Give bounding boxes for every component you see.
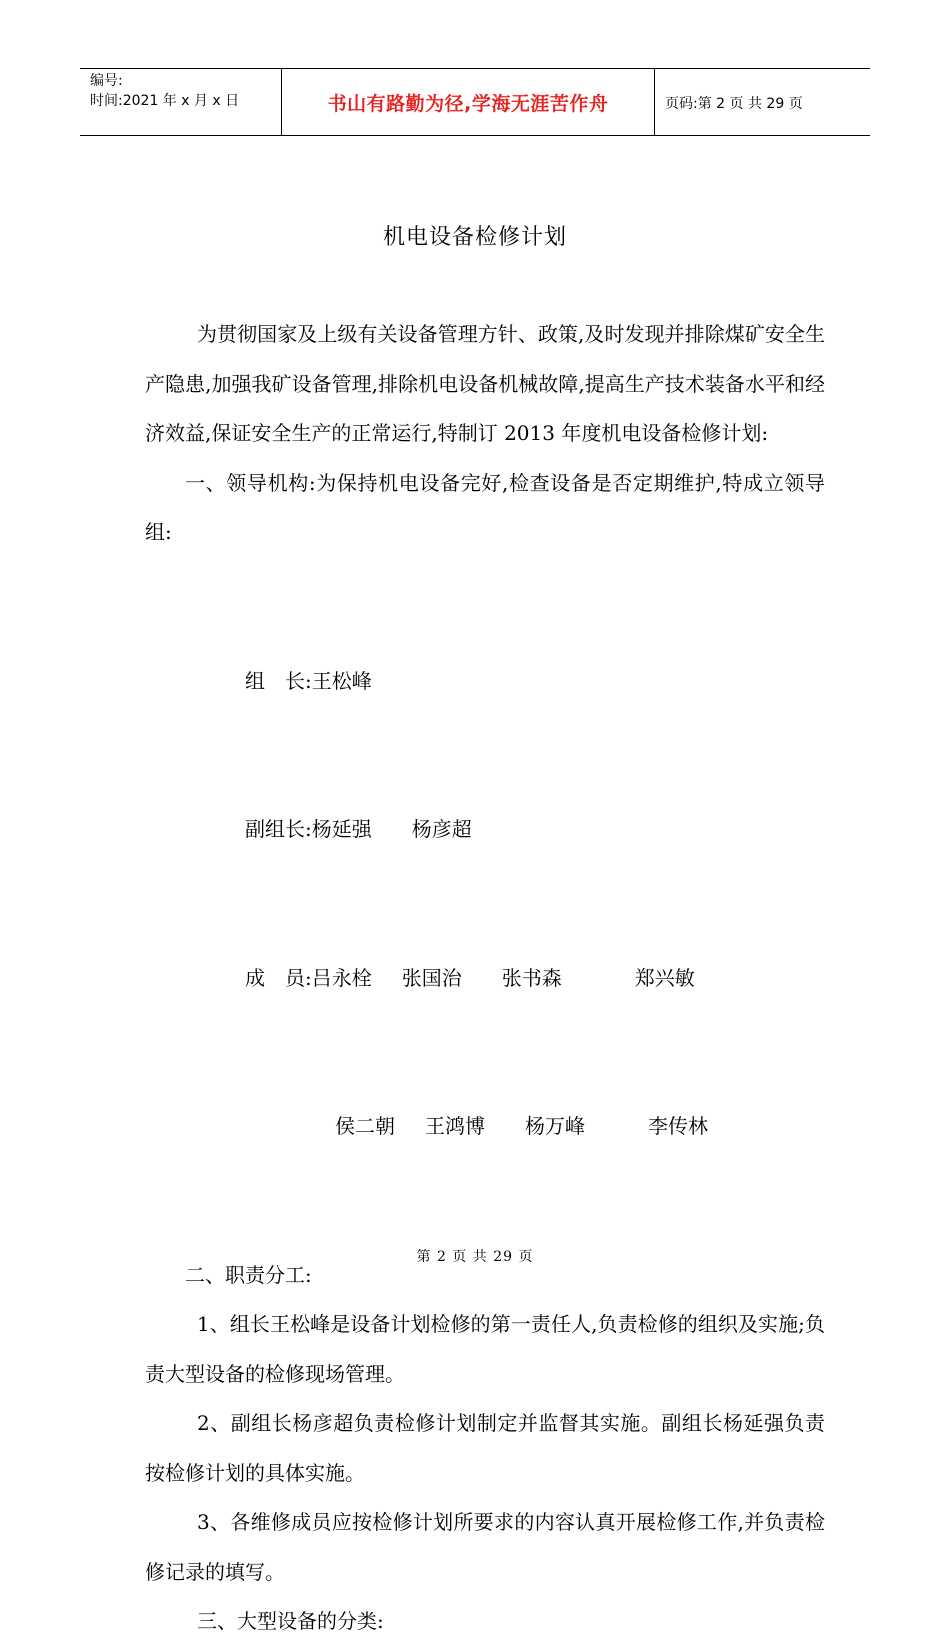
section-3-heading: 三、大型设备的分类: — [197, 1609, 384, 1633]
section-2-heading: 二、职责分工: — [185, 1262, 312, 1287]
leader-label: 组 长: — [245, 668, 312, 693]
members-row — [245, 954, 825, 1004]
deputy-name: 杨延强 — [311, 817, 372, 841]
number-label: 编号: — [90, 73, 123, 89]
member-name: 郑兴敏 — [634, 965, 695, 990]
member-name: 侯二朝 — [335, 1114, 395, 1138]
document-body — [145, 310, 825, 1647]
member-name: 李传林 — [648, 1114, 708, 1138]
page-footer: 第 2 页 共 29 页 — [416, 1249, 534, 1265]
header-page-info: 页码:第 2 页 共 29 页 — [665, 95, 803, 112]
time-label: 时间:2021 年 x 月 x 日 — [90, 93, 240, 109]
member-name: 杨万峰 — [525, 1114, 585, 1138]
duty-1-paragraph: 1、组长王松峰是设备计划检修的第一责任人,负责检修的组织及实施;负责大型设备的检修现场管理。 — [145, 1312, 825, 1386]
members-row — [245, 1102, 825, 1152]
member-name: 张国治 — [401, 965, 462, 990]
member-name: 吕永栓 — [311, 965, 372, 990]
deputy-label: 副组长: — [245, 817, 312, 841]
leader-name: 王松峰 — [311, 668, 372, 693]
leader-row — [245, 657, 825, 707]
header-meta — [90, 71, 239, 111]
section-1-paragraph: 一、领导机构:为保持机电设备完好,检查设备是否定期维护,特成立领导组: — [145, 470, 825, 544]
leadership-list — [145, 558, 825, 1251]
deputy-row — [245, 805, 825, 855]
header-motto: 书山有路勤为径,学海无涯苦作舟 — [327, 93, 609, 115]
document-title: 机电设备检修计划 — [382, 225, 567, 250]
members-label: 成 员: — [245, 965, 312, 990]
document-header — [80, 68, 870, 136]
member-name: 张书森 — [501, 965, 562, 990]
duty-2-paragraph: 2、副组长杨彦超负责检修计划制定并监督其实施。副组长杨延强负责按检修计划的具体实施。 — [145, 1411, 825, 1485]
header-divider — [654, 69, 655, 136]
deputy-name: 杨彦超 — [411, 817, 472, 841]
intro-paragraph: 为贯彻国家及上级有关设备管理方针、政策,及时发现并排除煤矿安全生产隐患,加强我矿设备管理,排除机电设备机械故障,提高生产技术装备水平和经济效益,保证安全生产的正常运行,特制订 2013 年度机电设备检修计划: — [145, 322, 825, 445]
member-name: 王鸿博 — [425, 1114, 485, 1138]
duty-3-paragraph: 3、各维修成员应按检修计划所要求的内容认真开展检修工作,并负责检修记录的填写。 — [145, 1510, 825, 1584]
